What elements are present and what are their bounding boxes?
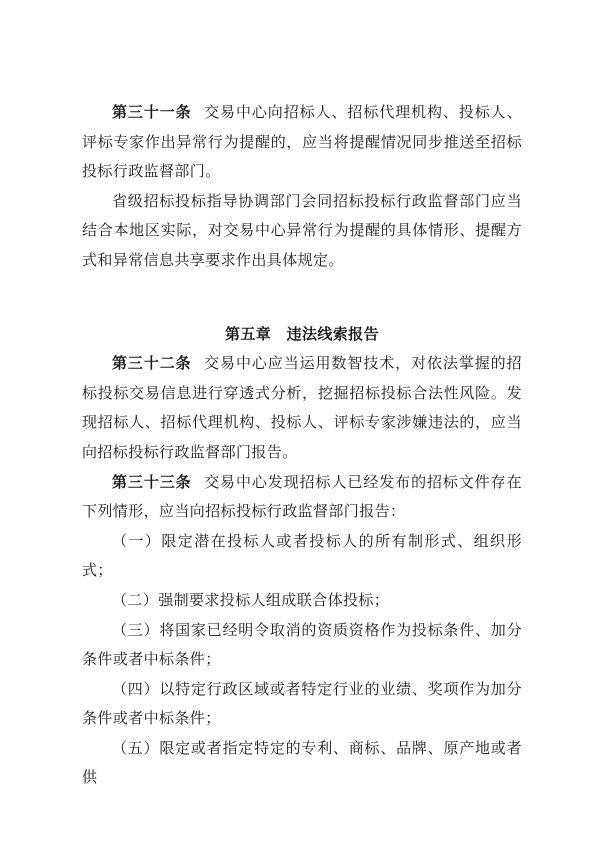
document-body bbox=[82, 98, 522, 793]
article-33-text: 交易中心发现招标人已经发布的招标文件存在下列情形，应当向招标投标行政监督部门报告： bbox=[82, 472, 522, 521]
section-spacer bbox=[82, 276, 522, 320]
article-33-paragraph bbox=[82, 468, 522, 527]
list-item: （二）强制要求投标人组成联合体投标； bbox=[112, 590, 390, 609]
list-item: （三）将国家已经明令取消的资质资格作为投标条件、加分条件或者中标条件； bbox=[82, 620, 522, 669]
article-32-heading: 第三十二条 bbox=[112, 354, 192, 373]
article-31-paragraph-2: 省级招标投标指导协调部门会同招标投标行政监督部门应当结合本地区实际，对交易中心异常行为提醒的具体情形、提醒方式和异常信息共享要求作出具体规定。 bbox=[82, 191, 522, 269]
article-31-heading: 第三十一条 bbox=[112, 103, 192, 121]
article-32-paragraph bbox=[82, 349, 522, 467]
chapter-title: 第五章 违法线索报告 bbox=[224, 324, 379, 343]
article-31-text: 交易中心向招标人、招标代理机构、投标人、评标专家作出异常行为提醒的，应当将提醒情况同步推送至招标投标行政监督部门。 bbox=[82, 103, 522, 181]
list-item: （一）限定潜在投标人或者投标人的所有制形式、组织形式； bbox=[82, 531, 522, 580]
list-item: （四）以特定行政区域或者特定行业的业绩、奖项作为加分条件或者中标条件； bbox=[82, 679, 522, 728]
list-item: （五）限定或者指定特定的专利、商标、品牌、原产地或者供 bbox=[82, 738, 522, 787]
article-31-paragraph bbox=[82, 98, 522, 187]
article-32-text: 交易中心应当运用数智技术，对依法掌握的招标投标交易信息进行穿透式分析，挖掘招标投标合法性风险。发现招标人、招标代理机构、投标人、评标专家涉嫌违法的，应当向招标投标行政监督部门报告。 bbox=[82, 354, 522, 461]
article-33-heading: 第三十三条 bbox=[112, 472, 192, 491]
